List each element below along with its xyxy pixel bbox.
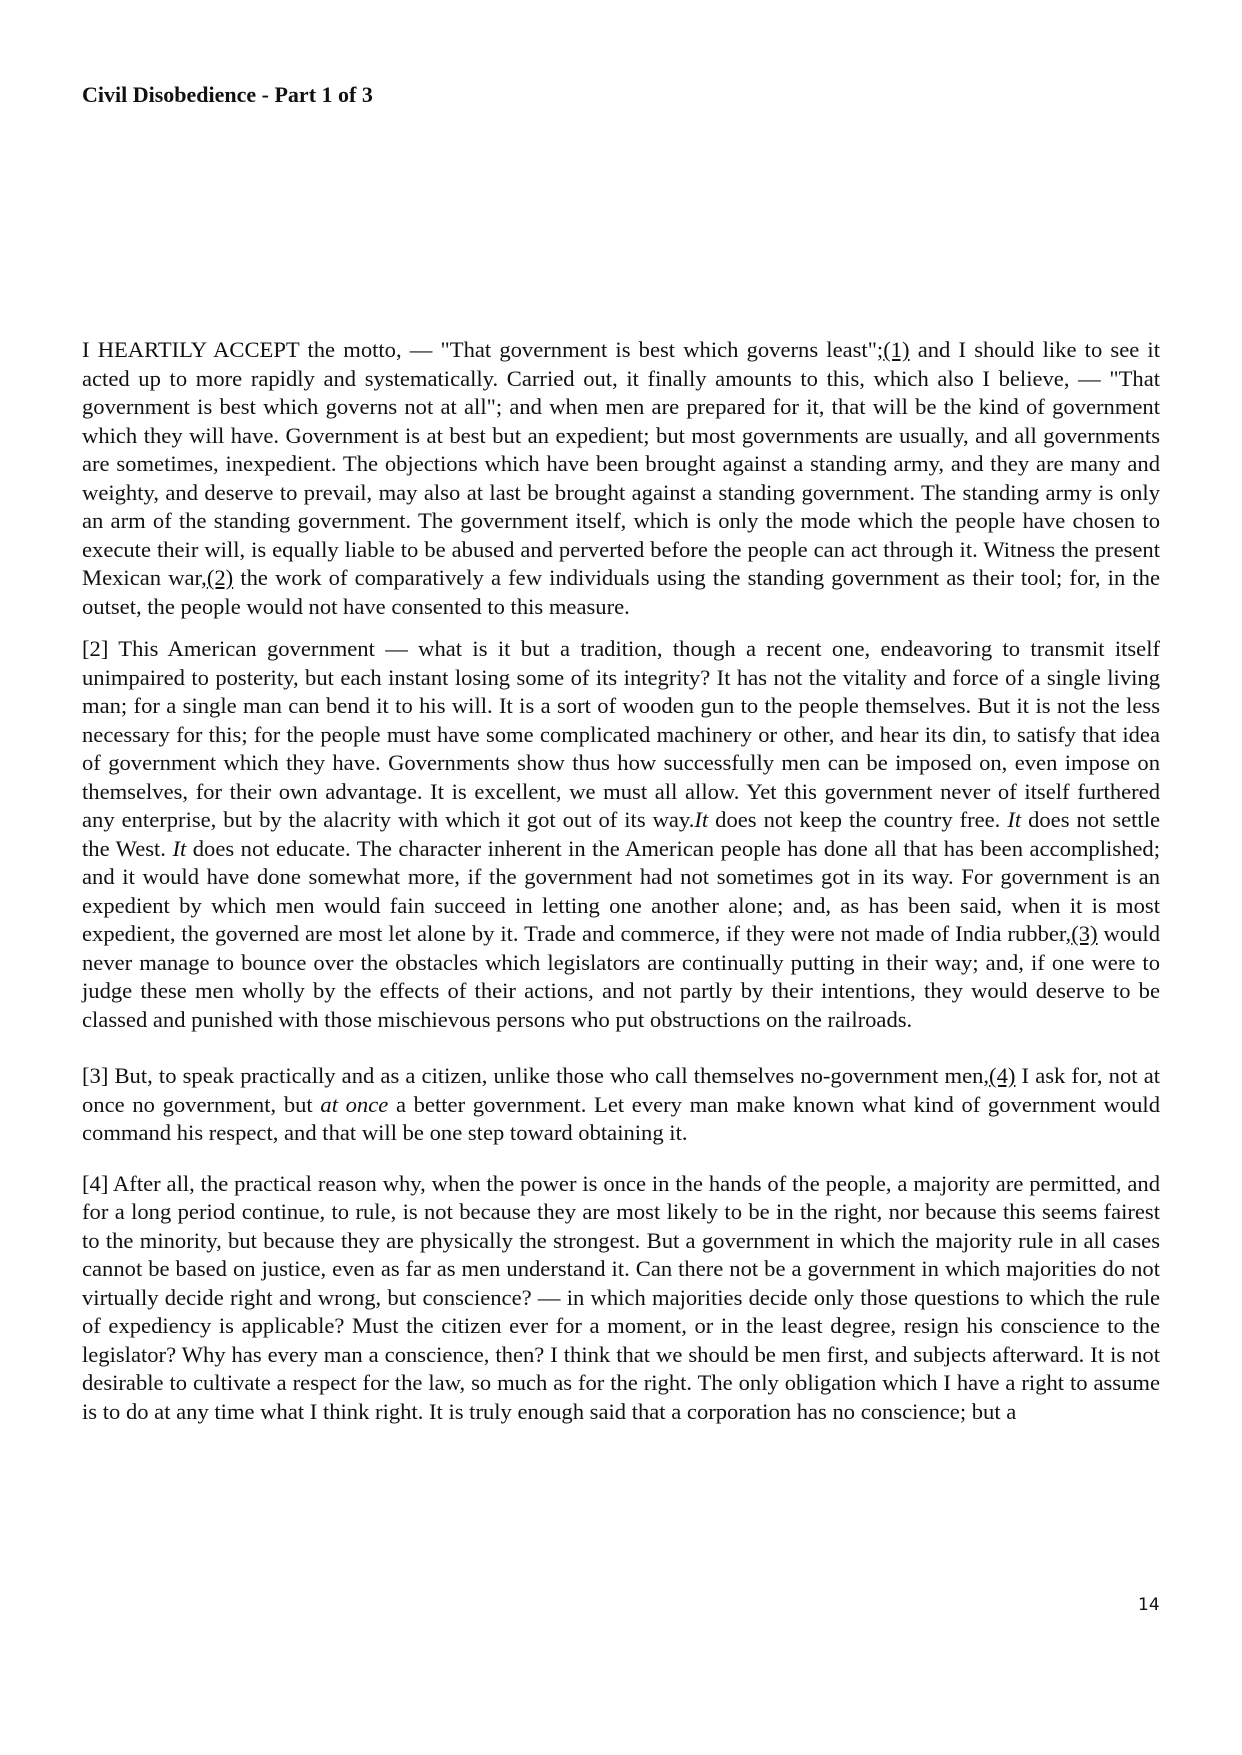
text-run: does not settle the West. [82,807,1160,861]
footnote-link[interactable]: (4) [989,1063,1016,1088]
italic-text: It [1007,807,1022,832]
italic-text: It [694,807,709,832]
text-run: a better government. Let every man make known what kind of government would command his respect, and that will be one step toward obtaining it. [82,1091,1161,1145]
text-run: does not educate. The character inherent in the American people has done all that has been accomplished; and it would have done somewhat more, if the government had not sometimes got in its way. For government is an expedient by which men would fain succeed in letting one another alone; and, as has been said, when it is most expedient, the governed are most let alone by it. Trade and commerce, if they were not made of India rubber, [82,835,1160,946]
footnote-link[interactable]: (2) [206,565,234,590]
paragraph-2 [82,635,1160,1034]
paragraph-4 [82,1170,1160,1427]
text-run: does not keep the country free. [708,807,1008,832]
footnote-link[interactable]: (3) [1071,921,1098,946]
document-title: Civil Disobedience - Part 1 of 3 [82,82,373,107]
footnote-link[interactable]: (1) [883,337,910,362]
text-run: and I should like to see it acted up to more rapidly and systematically. Carried out, it finally amounts to this, which also I believe, — "That government is best which governs not at all"; and when men are prepared for it, that will be the kind of government which they will have. Government is at best but an expedient; but most governments are usually, and all governments are sometimes, inexpedient. The objections which have been brought against a standing army, and they are many and weighty, and deserve to prevail, may also at last be brought against a standing government. The standing army is only an arm of the standing government. The government itself, which is only the mode which the people have chosen to execute their will, is equally liable to be abused and perverted before the people can act through it. Witness the present Mexican war, [82,337,1160,590]
paragraph-3 [82,1062,1160,1148]
text-run: I HEARTILY ACCEPT the motto, — "That government is best which governs least"; [82,337,884,362]
text-run: would never manage to bounce over the obstacles which legislators are continually putting in their way; and, if one were to judge these men wholly by the effects of their actions, and not partly by their intentions, they would deserve to be classed and punished with those mischievous persons who put obstructions on the railroads. [82,921,1160,1032]
text-run: the work of comparatively a few individuals using the standing government as their tool; for, in the outset, the people would not have consented to this measure. [82,565,1160,619]
text-run: [4] After all, the practical reason why, when the power is once in the hands of the people, a majority are permitted, and for a long period continue, to rule, is not because they are most likely to be in the right, nor because this seems fairest to the minority, but because they are physically the strongest. But a government in which the majority rule in all cases cannot be based on justice, even as far as men understand it. Can there not be a government in which majorities do not virtually decide right and wrong, but conscience? — in which majorities decide only those questions to which the rule of expediency is applicable? Must the citizen ever for a moment, or in the least degree, resign his conscience to the legislator? Why has every man a conscience, then? I think that we should be men first, and subjects afterward. It is not desirable to cultivate a respect for the law, so much as for the right. The only obligation which I have a right to assume is to do at any time what I think right. It is truly enough said that a corporation has no conscience; but a [82,1170,1160,1424]
text-run: I ask for, not at once no government, but [82,1063,1160,1117]
text-run: [3] But, to speak practically and as a citizen, unlike those who call themselves no-government men, [82,1063,990,1088]
italic-text: It [172,835,187,861]
italic-text: at once [320,1091,389,1117]
page-number: 14 [1138,1595,1160,1615]
text-run: [2] This American government — what is it but a tradition, though a recent one, endeavoring to transmit itself unimpaired to posterity, but each instant losing some of its integrity? It has not the vitality and force of a single living man; for a single man can bend it to his will. It is a sort of wooden gun to the people themselves. But it is not the less necessary for this; for the people must have some complicated machinery or other, and hear its din, to satisfy that idea of government which they have. Governments show thus how successfully men can be imposed on, even impose on themselves, for their own advantage. It is excellent, we must all allow. Yet this government never of itself furthered any enterprise, but by the alacrity with which it got out of its way. [82,636,1160,832]
paragraph-1 [82,336,1160,621]
document-body [82,336,1160,1426]
